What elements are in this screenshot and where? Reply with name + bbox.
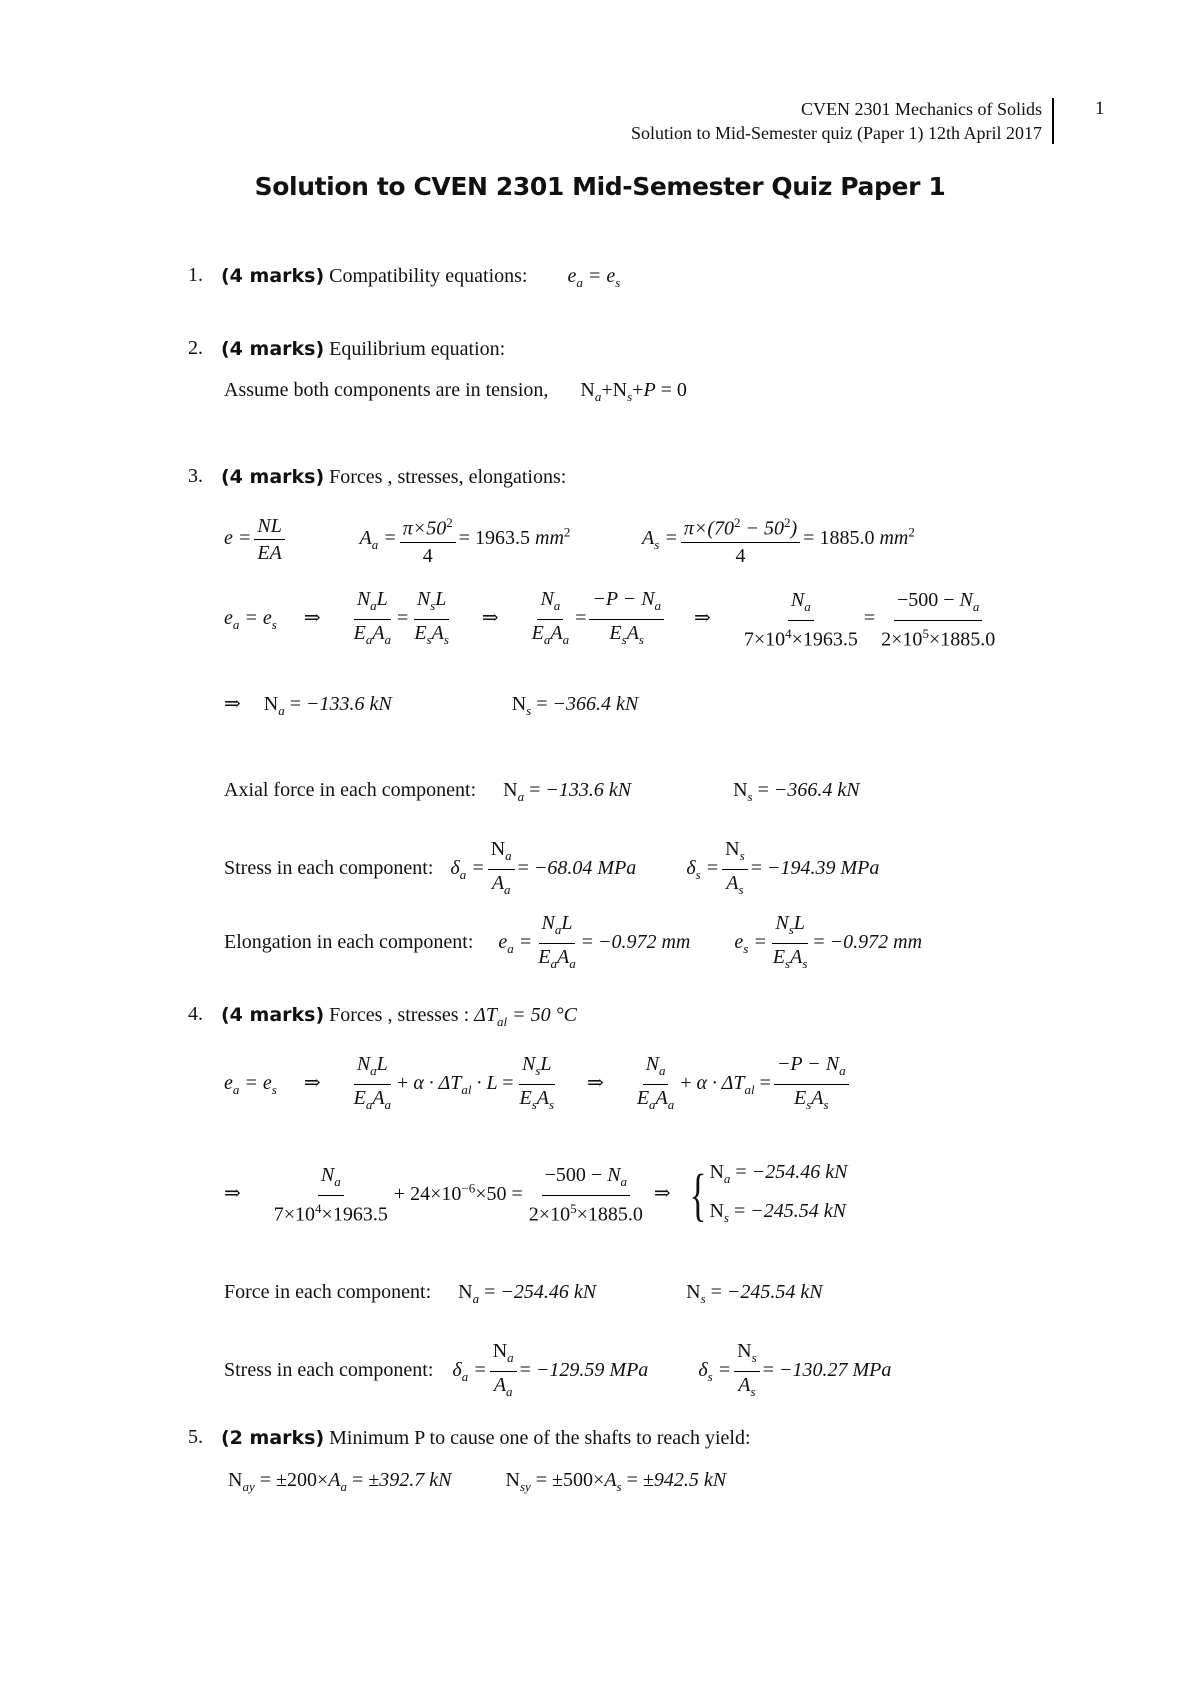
q3-area-s: 1885.0	[819, 526, 875, 549]
q1-equation: $e_a = e_s$	[567, 265, 621, 290]
q5-line	[221, 1426, 751, 1450]
q2-equation: $N_a+N_s+P = 0$	[580, 379, 687, 404]
q3-ns-value: −366.4 kN	[552, 693, 639, 715]
q2-line	[221, 337, 505, 361]
q4-stress-label: Stress in each component:	[224, 1359, 434, 1382]
q2-text: Equilibrium equation:	[329, 338, 506, 360]
header-course: CVEN 2301 Mechanics of Solids	[801, 99, 1042, 119]
q2-assume-line	[224, 378, 687, 409]
q4-stress-s: −130.27 MPa	[778, 1359, 892, 1382]
q4-force-line: Force in each component: $N_a = -254.46$ kN $N_s = -245.54$ kN	[224, 1281, 823, 1306]
q5-text: Minimum P to cause one of the shafts to reach yield:	[329, 1427, 751, 1449]
q4-dT: 50 °C	[530, 1004, 577, 1026]
q1-marks: (4 marks)	[221, 265, 325, 287]
q3-elong-s: −0.972 mm	[829, 931, 923, 954]
q5-nsy-value: ±942.5 kN	[642, 1469, 727, 1491]
q1-text: Compatibility equations:	[329, 265, 528, 287]
q3-elongation-line: Elongation in each component: $e_a$ = $\frac{N_aL}{E_aA_a}$ = −0.972 mm $e_s$ = $\frac{N_sL}{E_sA_s}$ = −0.972 mm	[224, 912, 923, 971]
q2-assume: Assume both components are in tension,	[224, 379, 549, 401]
q3-stress-a: −68.04 MPa	[533, 857, 637, 880]
q1-number: 1.	[188, 264, 203, 286]
q4-force-label: Force in each component:	[224, 1281, 432, 1303]
q2-number: 2.	[188, 337, 203, 359]
q4-stress-line: Stress in each component: $\delta_a$ = $\frac{N_a}{A_a}$ = −129.59 MPa $\delta_s$ = $\frac{N_s}{A_s}$ = −130.27 MPa	[224, 1340, 892, 1399]
q4-marks: (4 marks)	[221, 1004, 325, 1026]
q2-marks: (4 marks)	[221, 338, 325, 360]
q3-compatibility: $e_a = e_s$ ⇒ $\frac{N_aL}{E_aA_a}$ = $\frac{N_sL}{E_sA_s}$ ⇒ $\frac{N_a}{E_aA_a}$ = $\frac{-P - N_a}{E_sA_s}$ ⇒ $\frac{N_a}{7\times 10^4\times 1963.5}$ = $\frac{-500 - N_a}{2\times 10^5\times 1885.0}$	[224, 588, 996, 651]
q3-definitions: e = $\frac{NL}{EA}$ $A_a$ = $\frac{\pi\times 50^2}{4}$ = 1963.5 $mm^2$ $A_s$ = $\frac{\pi\times(70^2 - 50^2)}{4}$ = 1885.0 $mm^2$	[224, 512, 915, 567]
q1-line	[221, 264, 620, 295]
q5-yield-line: $N_{ay} = \pm 200\times A_a = \pm 392.7$ kN $N_{sy} = \pm 500\times A_s = \pm 942.5$ kN	[228, 1469, 727, 1494]
q4-stress-a: −129.59 MPa	[535, 1359, 649, 1382]
q3-text: Forces , stresses, elongations:	[329, 466, 567, 488]
q3-area-a: 1963.5	[475, 526, 530, 549]
q3-result: ⇒ $N_a = -133.6$ kN $N_s = -366.4$ kN	[224, 693, 639, 718]
q4-number: 4.	[188, 1003, 203, 1025]
q5-number: 5.	[188, 1426, 203, 1448]
q5-nay-value: ±392.7 kN	[368, 1469, 452, 1491]
q4-line: (4 marks) Forces , stresses : $\Delta T_{al} = 50$ °C	[221, 1004, 577, 1029]
header-divider	[1052, 98, 1054, 144]
q3-axial-label: Axial force in each component:	[224, 779, 477, 801]
q3-na-value: −133.6 kN	[306, 693, 392, 715]
page-number: 1	[1095, 98, 1105, 119]
q4-na-value: −254.46 kN	[751, 1161, 848, 1183]
q3-stress-line: Stress in each component: $\delta_a$ = $\frac{N_a}{A_a}$ = −68.04 MPa $\delta_s$ = $\frac{N_s}{A_s}$ = −194.39 MPa	[224, 838, 880, 897]
q3-number: 3.	[188, 465, 203, 487]
header-subtitle: Solution to Mid-Semester quiz (Paper 1) 12th April 2017	[631, 123, 1042, 143]
q4-ns-value: −245.54 kN	[750, 1200, 846, 1222]
q3-marks: (4 marks)	[221, 466, 325, 488]
q4-solution: ⇒ $\frac{N_a}{7\times 10^4\times 1963.5}$ + $24\times 10^{-6}\times 50$ = $\frac{-500 - N_a}{2\times 10^5\times 1885.0}$ ⇒ { $N_a = -254.46$ kN $N_s = -245.54$ kN	[224, 1161, 848, 1227]
q3-elong-a: −0.972 mm	[597, 931, 691, 954]
q3-stress-s: −194.39 MPa	[766, 857, 880, 880]
q3-elong-label: Elongation in each component:	[224, 931, 474, 954]
q5-marks: (2 marks)	[221, 1427, 325, 1449]
q3-axial-line: Axial force in each component: $N_a = -133.6$ kN $N_s = -366.4$ kN	[224, 779, 860, 804]
q3-stress-label: Stress in each component:	[224, 857, 434, 880]
q4-compatibility: $e_a = e_s$ ⇒ $\frac{N_aL}{E_aA_a}$ + $\alpha \cdot \Delta T_{al} \cdot L$ = $\frac{N_sL}{E_sA_s}$ ⇒ $\frac{N_a}{E_aA_a}$ + $\alpha \cdot \Delta T_{al}$ = $\frac{-P - N_a}{E_sA_s}$	[224, 1053, 852, 1116]
q3-line	[221, 465, 566, 489]
q4-text: Forces , stresses :	[329, 1004, 470, 1026]
page-title: Solution to CVEN 2301 Mid-Semester Quiz Paper 1	[254, 172, 946, 201]
